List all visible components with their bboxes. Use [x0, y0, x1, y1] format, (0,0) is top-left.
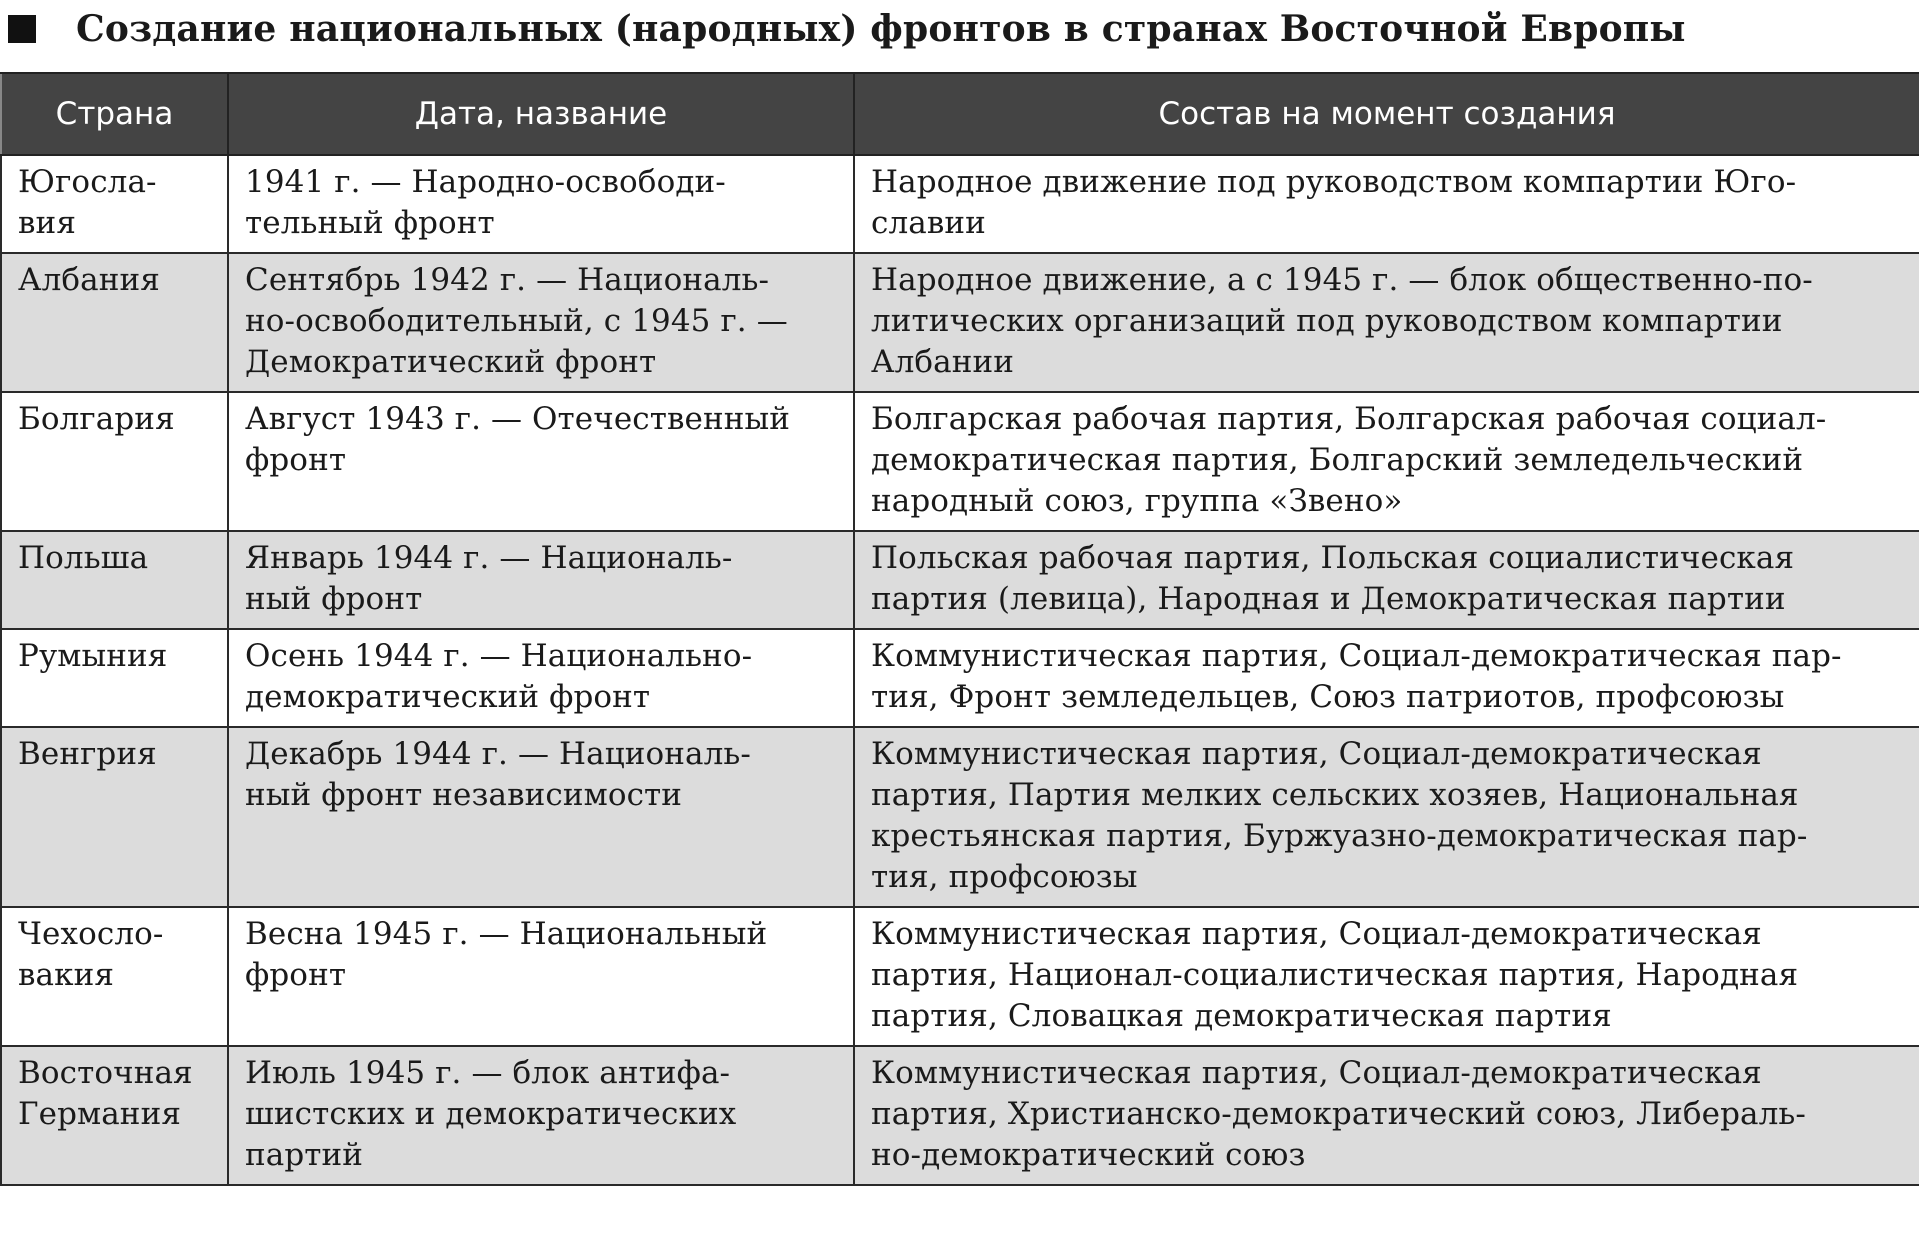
table-header-row: [1, 73, 1919, 155]
table-body: [1, 155, 1919, 1185]
cell-composition: [854, 155, 1919, 253]
cell-text-line: партия, Христианско-демократический союз, Либераль-: [871, 1096, 1806, 1132]
cell-text-line: Народное движение под руководством компартии Юго-: [871, 164, 1797, 200]
cell-text-line: Коммунистическая партия, Социал-демократическая: [871, 916, 1762, 952]
cell-date-name: [228, 629, 854, 727]
cell-text-line: Июль 1945 г. — блок антифа-: [245, 1055, 731, 1091]
cell-text-line: но-освободительный, с 1945 г. —: [245, 303, 788, 339]
cell-date-name: [228, 531, 854, 629]
cell-text-line: Осень 1944 г. — Национально-: [245, 638, 753, 674]
table-row: [1, 531, 1919, 629]
cell-country: [1, 531, 228, 629]
cell-country: [1, 629, 228, 727]
cell-text-line: Болгарская рабочая партия, Болгарская рабочая социал-: [871, 401, 1827, 437]
cell-text-line: фронт: [245, 442, 347, 478]
cell-text-line: Польская рабочая партия, Польская социалистическая: [871, 540, 1795, 576]
cell-composition: [854, 629, 1919, 727]
cell-text-line: Демократический фронт: [245, 344, 657, 380]
cell-text-line: литических организаций под руководством компартии: [871, 303, 1783, 339]
cell-date-name: [228, 155, 854, 253]
cell-text-line: тельный фронт: [245, 205, 495, 241]
cell-composition: [854, 392, 1919, 531]
cell-text-line: Польша: [18, 540, 149, 576]
table-row: [1, 907, 1919, 1046]
cell-text-line: партий: [245, 1137, 364, 1173]
cell-text-line: Болгария: [18, 401, 175, 437]
cell-date-name: [228, 392, 854, 531]
cell-text-line: Восточная: [18, 1055, 193, 1091]
table-row: [1, 155, 1919, 253]
fronts-table: [0, 72, 1919, 1186]
cell-text-line: Январь 1944 г. — Националь-: [245, 540, 733, 576]
cell-composition: [854, 907, 1919, 1046]
table-row: [1, 629, 1919, 727]
header-composition: Состав на момент создания: [854, 73, 1919, 155]
cell-text-line: славии: [871, 205, 986, 241]
cell-text-line: 1941 г. — Народно-освободи-: [245, 164, 726, 200]
title-row: [0, 0, 1919, 58]
cell-country: [1, 907, 228, 1046]
cell-country: [1, 392, 228, 531]
cell-text-line: шистских и демократических: [245, 1096, 737, 1132]
cell-text-line: Венгрия: [18, 736, 157, 772]
cell-text-line: партия, Партия мелких сельских хозяев, Национальная: [871, 777, 1799, 813]
cell-date-name: [228, 907, 854, 1046]
cell-text-line: вия: [18, 205, 76, 241]
header-date-name: Дата, название: [228, 73, 854, 155]
cell-text-line: тия, профсоюзы: [871, 859, 1138, 895]
cell-composition: [854, 1046, 1919, 1185]
cell-text-line: Народное движение, а с 1945 г. — блок общественно-по-: [871, 262, 1813, 298]
cell-text-line: Румыния: [18, 638, 168, 674]
table-row: [1, 392, 1919, 531]
cell-text-line: партия, Национал-социалистическая партия, Народная: [871, 957, 1799, 993]
cell-text-line: партия, Словацкая демократическая партия: [871, 998, 1612, 1034]
table-row: [1, 727, 1919, 907]
cell-text-line: Югосла-: [18, 164, 157, 200]
cell-composition: [854, 253, 1919, 392]
cell-text-line: Коммунистическая партия, Социал-демократическая: [871, 736, 1762, 772]
table-row: [1, 1046, 1919, 1185]
cell-text-line: демократическая партия, Болгарский земледельческий: [871, 442, 1804, 478]
page-title: Создание национальных (народных) фронтов в странах Восточной Европы: [76, 8, 1686, 50]
cell-country: [1, 727, 228, 907]
cell-text-line: партия (левица), Народная и Демократическая партии: [871, 581, 1786, 617]
cell-text-line: Август 1943 г. — Отечественный: [245, 401, 791, 437]
cell-text-line: Декабрь 1944 г. — Националь-: [245, 736, 751, 772]
cell-text-line: фронт: [245, 957, 347, 993]
cell-text-line: тия, Фронт земледельцев, Союз патриотов, профсоюзы: [871, 679, 1785, 715]
table-row: [1, 253, 1919, 392]
cell-text-line: Албании: [871, 344, 1015, 380]
cell-country: [1, 1046, 228, 1185]
cell-text-line: Германия: [18, 1096, 181, 1132]
cell-text-line: Сентябрь 1942 г. — Националь-: [245, 262, 770, 298]
bullet-square-icon: [8, 15, 36, 43]
cell-text-line: ный фронт: [245, 581, 423, 617]
cell-date-name: [228, 727, 854, 907]
cell-text-line: Коммунистическая партия, Социал-демократическая пар-: [871, 638, 1842, 674]
cell-text-line: вакия: [18, 957, 115, 993]
cell-composition: [854, 531, 1919, 629]
cell-text-line: Чехосло-: [18, 916, 164, 952]
cell-country: [1, 155, 228, 253]
cell-date-name: [228, 1046, 854, 1185]
cell-text-line: народный союз, группа «Звено»: [871, 483, 1403, 519]
cell-text-line: но-демократический союз: [871, 1137, 1306, 1173]
cell-text-line: Албания: [18, 262, 160, 298]
cell-text-line: Коммунистическая партия, Социал-демократическая: [871, 1055, 1762, 1091]
cell-text-line: крестьянская партия, Буржуазно-демократическая пар-: [871, 818, 1808, 854]
cell-country: [1, 253, 228, 392]
cell-text-line: ный фронт независимости: [245, 777, 683, 813]
cell-date-name: [228, 253, 854, 392]
cell-composition: [854, 727, 1919, 907]
cell-text-line: демократический фронт: [245, 679, 651, 715]
cell-text-line: Весна 1945 г. — Национальный: [245, 916, 768, 952]
header-country: Страна: [1, 73, 228, 155]
